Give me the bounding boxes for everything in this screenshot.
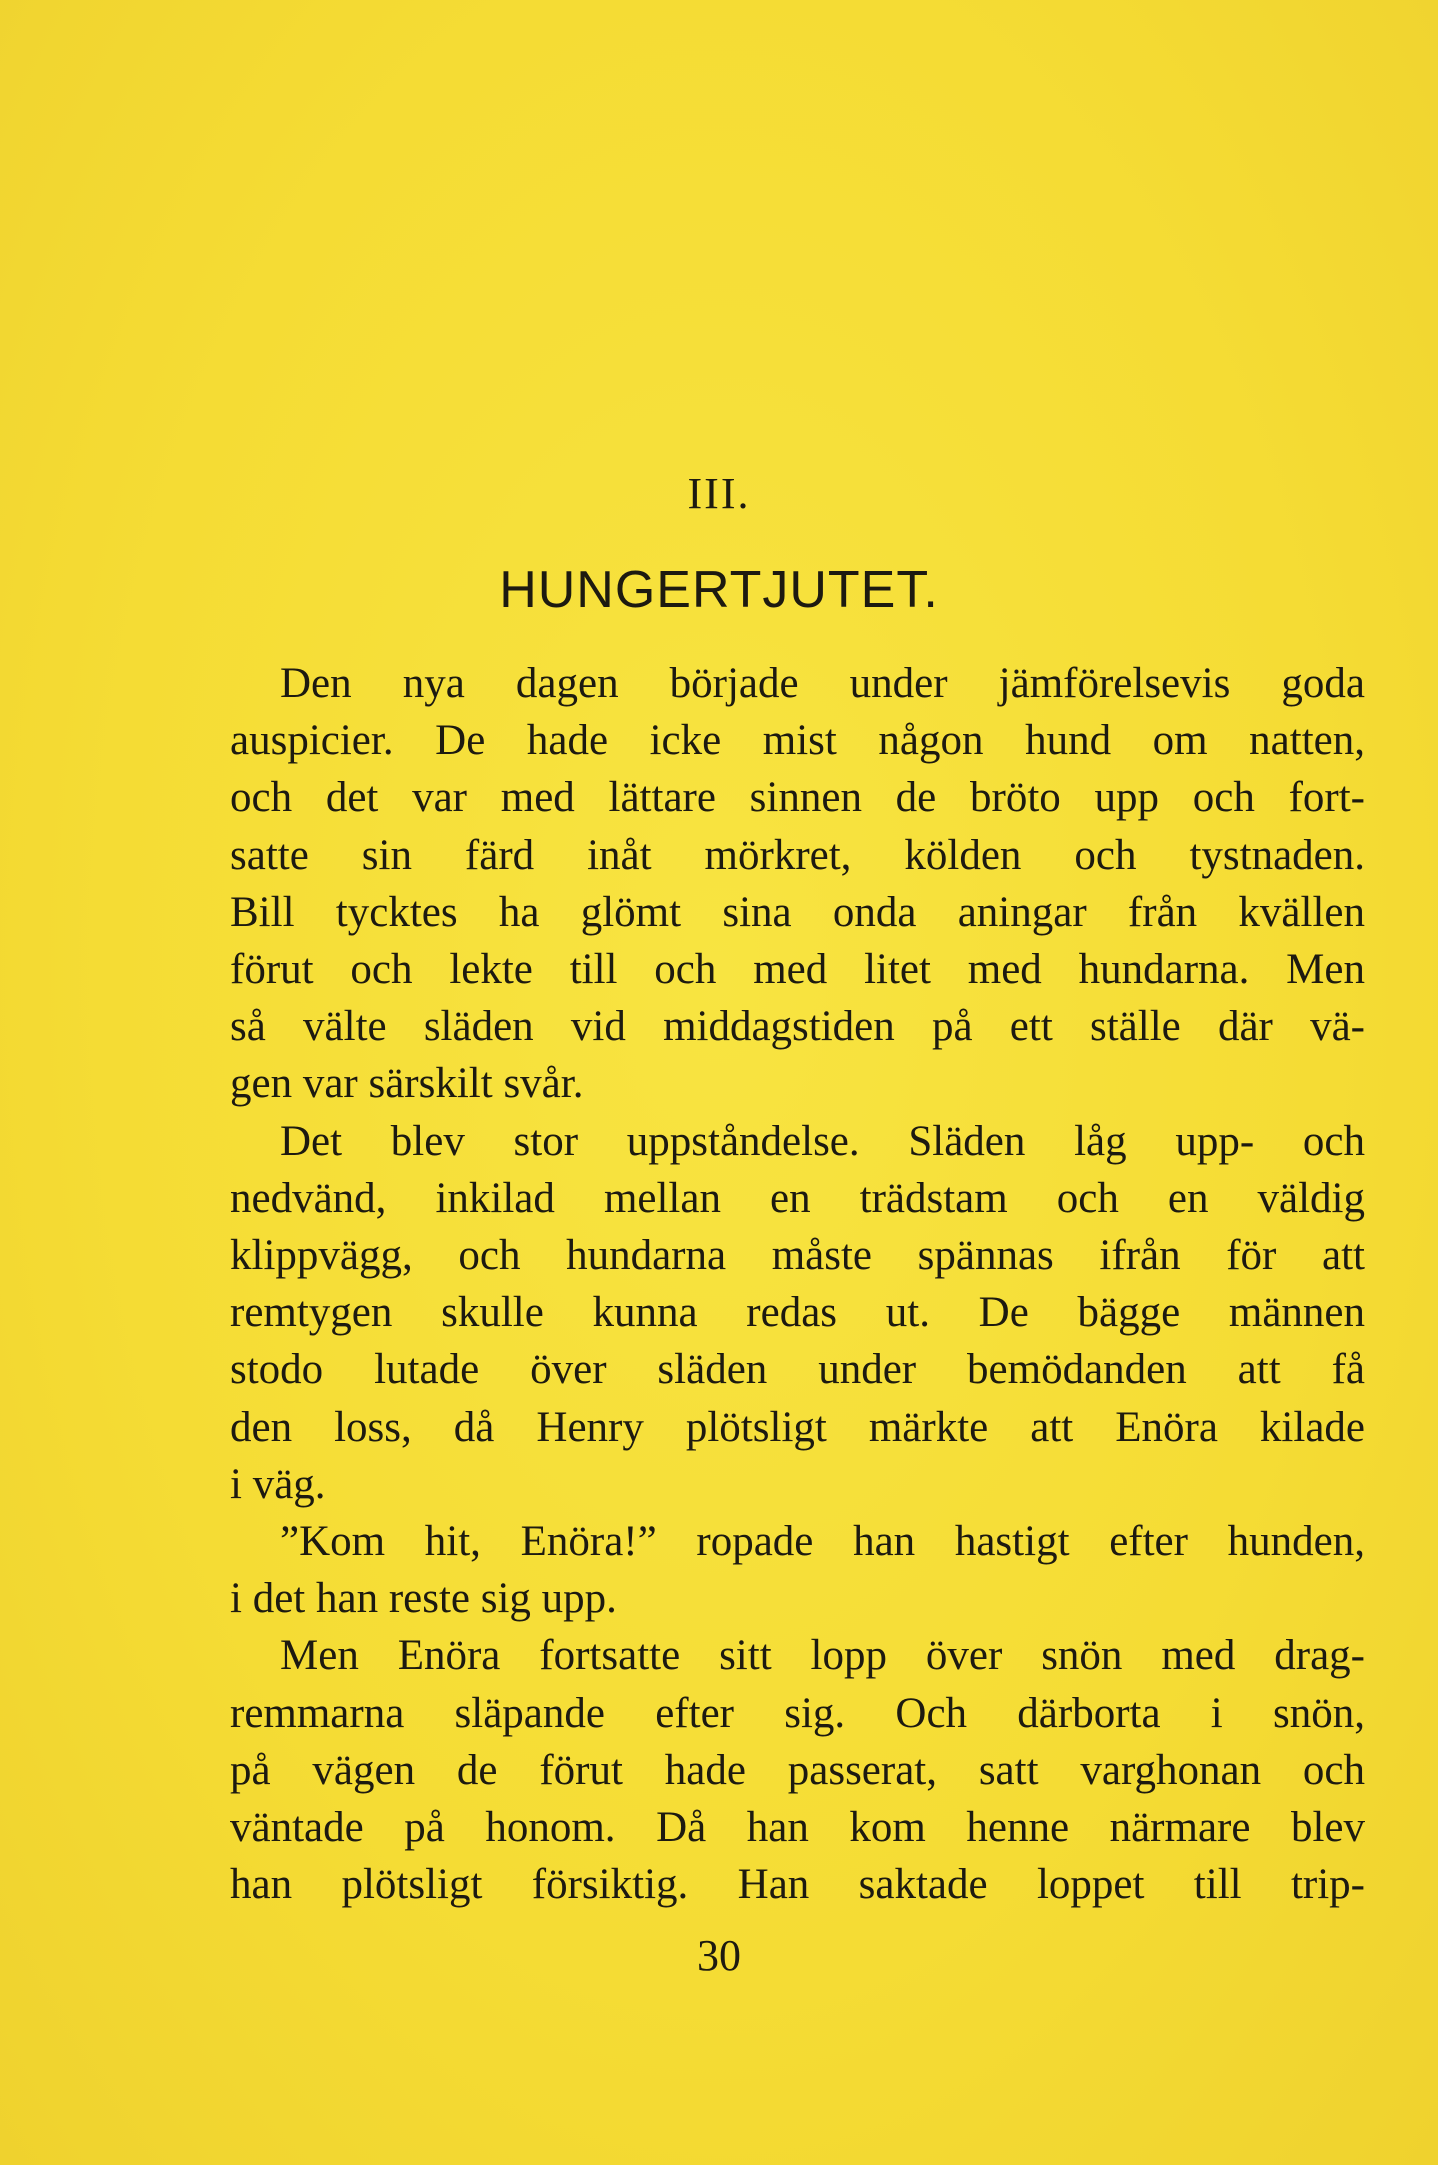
text-line: väntade på honom. Då han kom henne närmare blev (230, 1804, 1365, 1852)
text-line: gen var särskilt svår. (230, 1060, 584, 1108)
text-line: auspicier. De hade icke mist någon hund om natten, (230, 717, 1365, 765)
text-line: ”Kom hit, Enöra!” ropade han hastigt efter hunden, (280, 1518, 1365, 1566)
text-line: förut och lekte till och med litet med hundarna. Men (230, 946, 1365, 994)
body-text (230, 655, 1365, 1913)
text-line: Bill tycktes ha glömt sina onda aningar från kvällen (230, 888, 1365, 936)
text-line: så välte släden vid middagstiden på ett ställe där vä- (230, 1003, 1365, 1051)
text-line: klippvägg, och hundarna måste spännas ifrån för att (230, 1232, 1365, 1280)
text-line: remmarna släpande efter sig. Och därborta i snön, (230, 1689, 1365, 1737)
chapter-title: HUNGERTJUTET. (499, 561, 939, 619)
text-line: på vägen de förut hade passerat, satt varghonan och (230, 1746, 1365, 1794)
chapter-number: III. (687, 469, 751, 518)
text-line: i det han reste sig upp. (230, 1575, 617, 1623)
text-line: han plötsligt försiktig. Han saktade loppet till trip- (230, 1861, 1365, 1909)
text-line: och det var med lättare sinnen de bröto upp och fort- (230, 774, 1365, 822)
text-line: nedvänd, inkilad mellan en trädstam och en väldig (230, 1174, 1365, 1222)
text-line: satte sin färd inåt mörkret, kölden och tystnaden. (230, 831, 1365, 879)
text-line: Men Enöra fortsatte sitt lopp över snön med drag- (280, 1632, 1365, 1680)
text-line: den loss, då Henry plötsligt märkte att Enöra kilade (230, 1403, 1365, 1451)
text-line: remtygen skulle kunna redas ut. De bägge männen (230, 1289, 1365, 1337)
text-line: stodo lutade över släden under bemödanden att få (230, 1346, 1365, 1394)
text-line: Det blev stor uppståndelse. Släden låg upp- och (280, 1117, 1365, 1165)
text-line: i väg. (230, 1460, 326, 1508)
page-number: 30 (697, 1931, 741, 1980)
text-line: Den nya dagen började under jämförelsevis goda (280, 660, 1365, 707)
